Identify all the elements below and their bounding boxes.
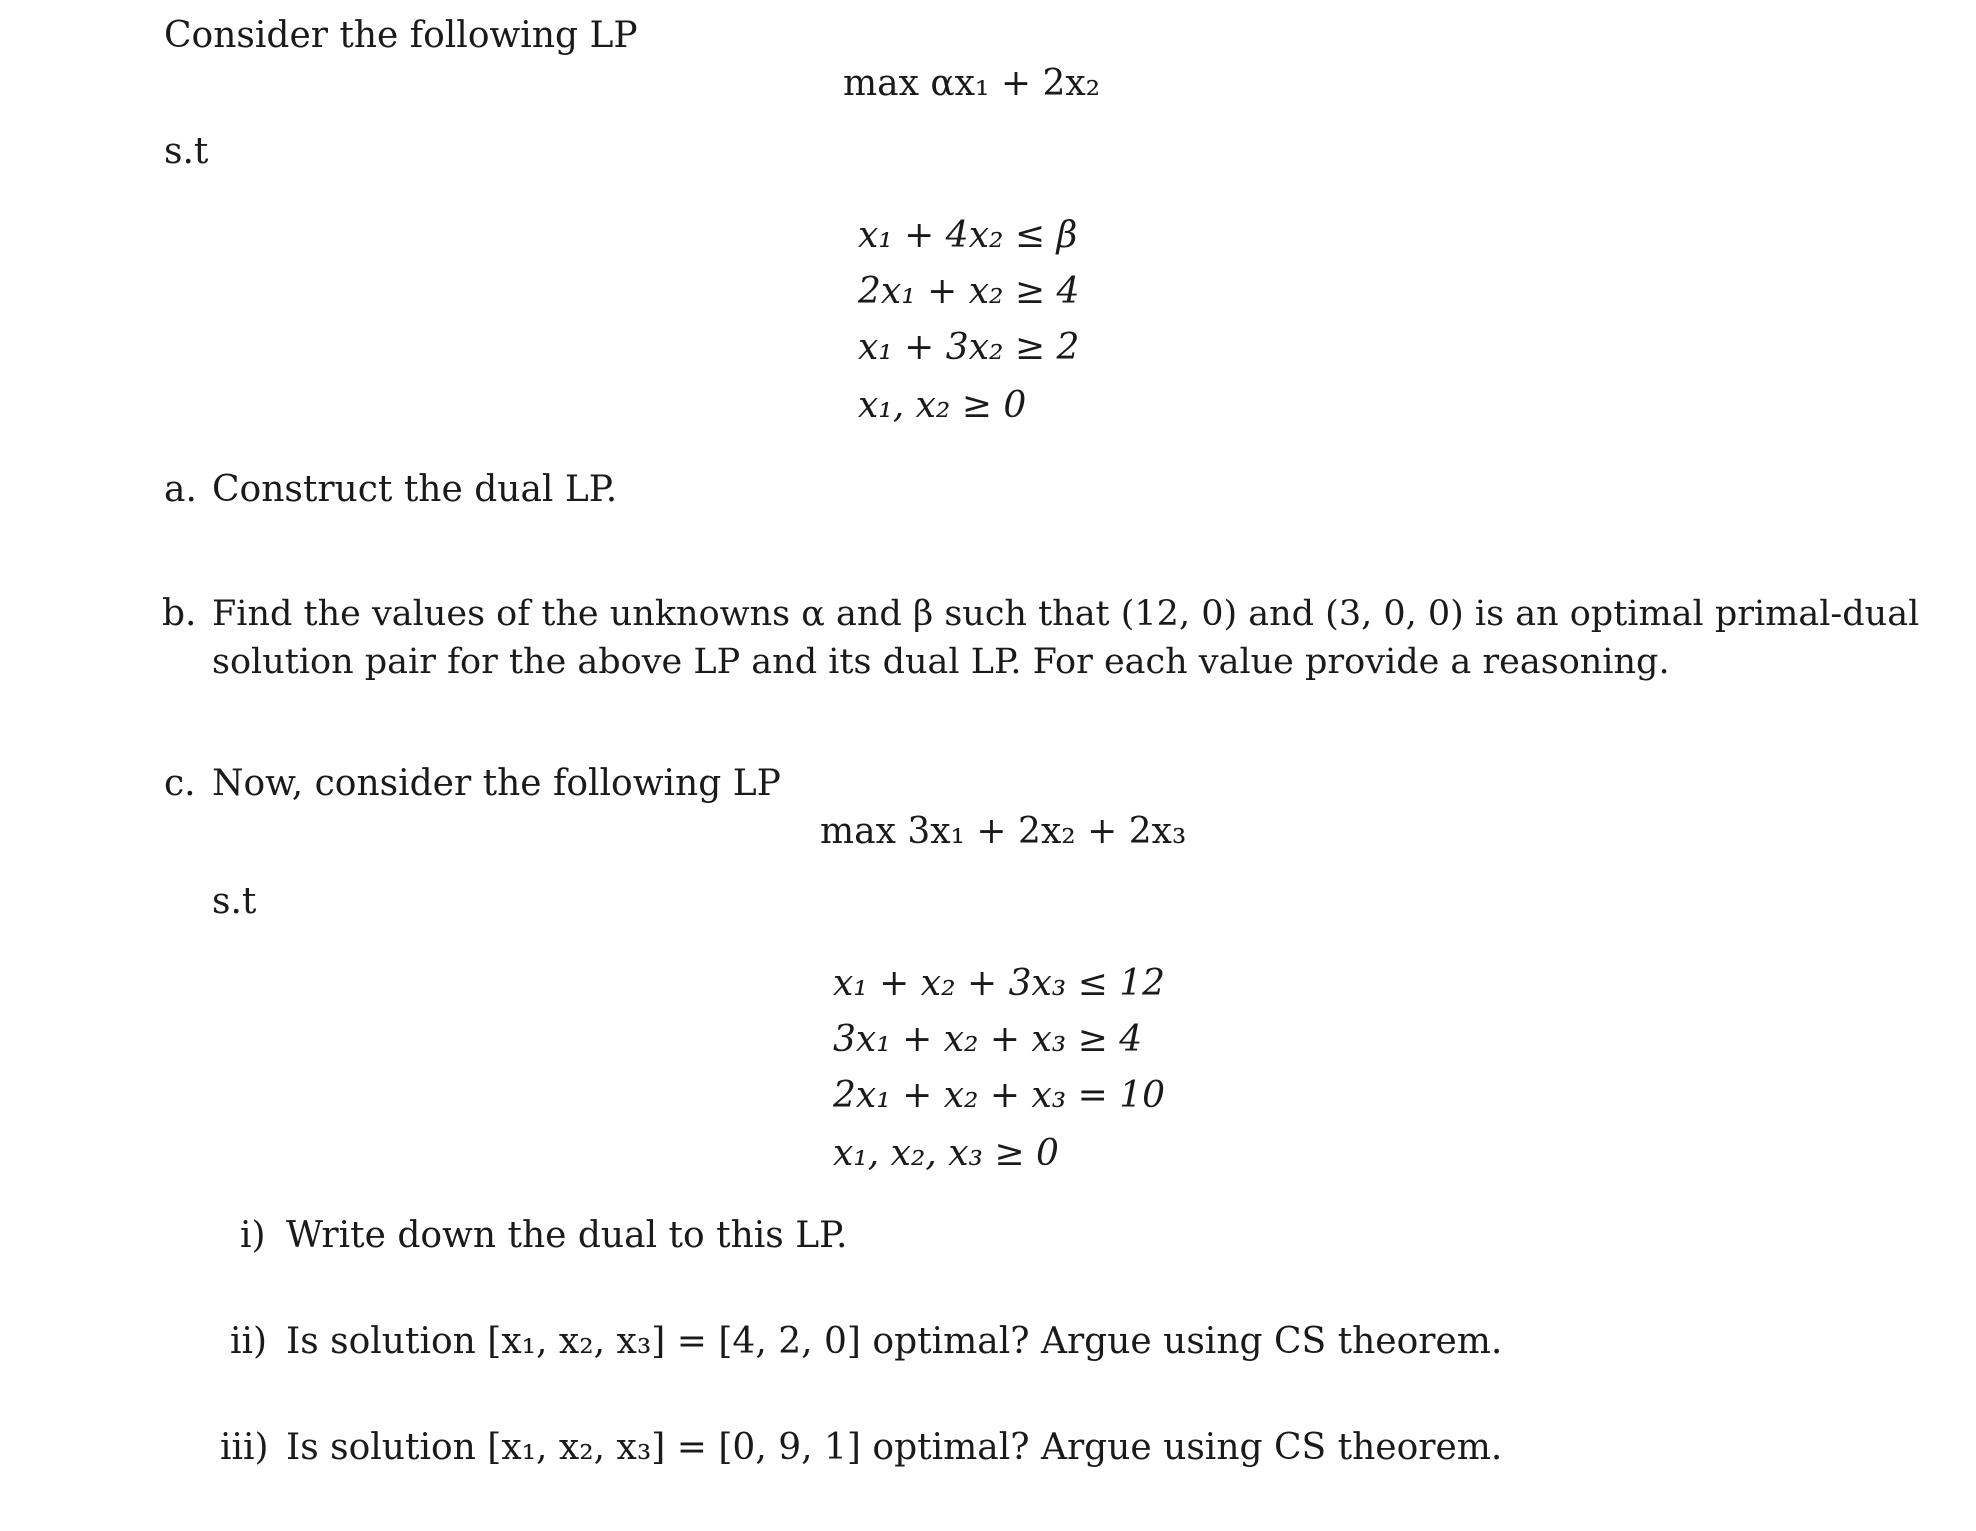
intro-text: Consider the following LP: [164, 15, 638, 56]
lp2-constraint-4: x₁, x₂, x₃ ≥ 0: [833, 1133, 1059, 1174]
lp2-st-label: s.t: [212, 881, 257, 922]
lp2-constraint-2: 3x₁ + x₂ + x₃ ≥ 4: [833, 1019, 1143, 1060]
question-i-text: Write down the dual to this LP.: [286, 1215, 848, 1256]
lp2-constraint-1: x₁ + x₂ + 3x₃ ≤ 12: [833, 963, 1166, 1004]
lp2-objective: max 3x₁ + 2x₂ + 2x₃: [820, 811, 1187, 852]
lp1-constraint-1: x₁ + 4x₂ ≤ β: [858, 215, 1078, 256]
question-iii-label: iii): [220, 1427, 269, 1468]
question-i-label: i): [240, 1215, 266, 1256]
question-iii-text: Is solution [x₁, x₂, x₃] = [0, 9, 1] optimal? Argue using CS theorem.: [286, 1427, 1503, 1468]
lp1-constraint-2: 2x₁ + x₂ ≥ 4: [858, 271, 1080, 312]
part-c-label: c.: [164, 763, 196, 804]
lp2-constraint-3: 2x₁ + x₂ + x₃ = 10: [833, 1075, 1166, 1116]
part-a-text: Construct the dual LP.: [212, 469, 618, 510]
lp1-st-label: s.t: [164, 131, 209, 172]
part-b-line-2: solution pair for the above LP and its dual LP. For each value provide a reasoning.: [212, 642, 1670, 682]
lp1-constraint-4: x₁, x₂ ≥ 0: [858, 385, 1027, 426]
part-b-label: b.: [162, 593, 197, 634]
question-ii-label: ii): [230, 1321, 268, 1362]
part-a-label: a.: [164, 469, 197, 510]
lp1-objective: max αx₁ + 2x₂: [843, 63, 1101, 104]
lp1-constraint-3: x₁ + 3x₂ ≥ 2: [858, 327, 1080, 368]
question-ii-text: Is solution [x₁, x₂, x₃] = [4, 2, 0] optimal? Argue using CS theorem.: [286, 1321, 1503, 1362]
part-c-text: Now, consider the following LP: [212, 763, 781, 804]
part-b-line-1: Find the values of the unknowns α and β such that (12, 0) and (3, 0, 0) is an optimal primal-dual: [212, 594, 1920, 634]
